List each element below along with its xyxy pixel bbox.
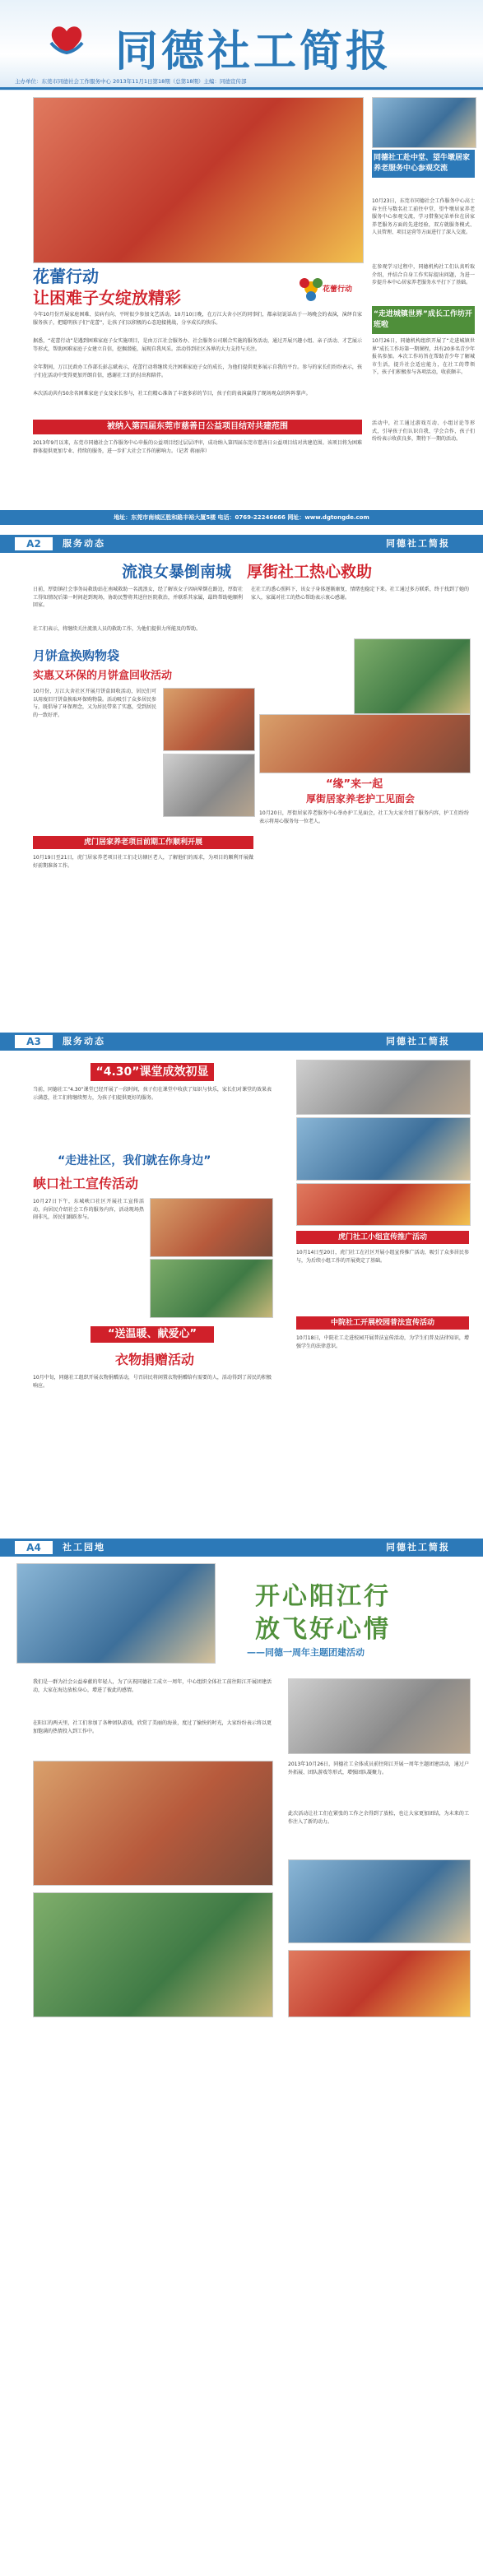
a3-title-1: “4.30”课堂成效初显 [91, 1063, 214, 1081]
p1-body-4: 本次活动共有50余名困难家庭子女及家长参与，社工们精心准备了丰富多彩的节目，孩子们的表演赢得了现场观众的阵阵掌声。 [33, 391, 311, 397]
a2-right-photo-1 [354, 638, 471, 714]
a4-hero-photo [16, 1563, 216, 1664]
volunteer-group-photo [33, 97, 364, 263]
mooncake-photo-2 [163, 754, 255, 817]
footer-bar: 地址：东莞市南城区胜和路丰裕大厦5楼 电话：0769-22246666 网址：www.dgtongde.com [0, 510, 483, 525]
p1-body-3: 全年期间，万江民政办工作部长彭志斌表示，花蕾行动将继续关注困难家庭子女的成长，为他们提供更多展示自我的平台。参与的家长们纷纷表示，孩子们在活动中变得更加开朗自信，感谢社工们的付出和陪伴。 [33, 364, 362, 378]
a2-section-title: 同德社工简报 [386, 538, 450, 549]
mooncake-title: 月饼盒换购物袋 [33, 648, 120, 663]
a4-right-body: 2013年10月26日，同德社工全体成员前往阳江开展一周年主题团建活动，通过户外拓展、团队游戏等形式，增强团队凝聚力。 [288, 1761, 469, 1775]
a2-left-body-2: 社工们表示，将继续关注流浪人员的救助工作，为他们提供力所能及的帮助。 [33, 626, 202, 632]
a4-photo-2 [33, 1892, 273, 2017]
charity-body: 2013年9月以来，东莞市同德社会工作服务中心申报的公益项目经过层层评审，成功纳入第四届东莞市慈善日公益项目结对共建范围。该项目将为困难群体提供更加专业、持续的服务，进一步扩大社会工作的影响力。（记者 蒋丽萍） [33, 440, 362, 454]
a3-title-3b: 衣物捐赠活动 [115, 1352, 195, 1367]
a3-title-2b: 峡口社工宣传活动 [33, 1176, 139, 1191]
a4-section-title: 同德社工简报 [386, 1542, 450, 1553]
charity-ribbon: 被纳入第四届东莞市慈善日公益项目结对共建范围 [33, 420, 362, 434]
side-title: 同德社工赴中堂、望牛墩居家养老服务中心参观交流 [372, 150, 475, 178]
a4-title-line-1: 开心阳江行 [255, 1582, 391, 1611]
heart-hands-icon [46, 18, 87, 59]
green-title: “走进城镇世界”成长工作坊开班啦 [372, 306, 475, 334]
a3-right-photo-2 [296, 1117, 471, 1181]
p1-body-1: 今年10月份开展家庭困难、贫病有向、平时很少参加文艺活动。10月10日晚，在万江大舍小区的同事们，都亲切说话出于一场晚会的表演，演绎自家服务孩子，把聪明孩子们“花蕾”，让孩子们以积极的心态迎接挑战，分享成长的快乐。 [33, 312, 362, 326]
red-title: “缘”来一起 [326, 778, 383, 791]
a3-section-bar [0, 1033, 483, 1051]
hospital-title: 虎门居家养老项目前期工作顺利开展 [33, 836, 253, 849]
a4-right-photo-2 [288, 1859, 471, 1943]
side-photo [372, 97, 476, 148]
a4-right-body-2: 此次活动让社工们在紧张的工作之余得到了放松，也让大家更加团结，为未来的工作注入了新的动力。 [288, 1811, 469, 1825]
masthead-title: 同德社工简报 [115, 27, 392, 77]
hospital-body: 10月19日至21日，虎门居家养老项目社工们走访辖区老人，了解他们的需求，为项目的顺利开展做好前期准备工作。 [33, 855, 253, 869]
a3-body-1: 当前，同德社工“4.30”课堂已经开展了一段时间，孩子们在课堂中收获了知识与快乐，家长们对课堂的效果表示满意，社工们将继续努力，为孩子们提供更好的服务。 [33, 1087, 272, 1101]
a4-section-name: 社工园地 [63, 1542, 105, 1553]
flower-action-tag: 花蕾行动 [33, 267, 99, 286]
a2-section-bar [0, 535, 483, 553]
side-body-2: 在参观学习过程中，同德机构社工们认真听取介绍，并结合自身工作实际提出问题，为进一步提升本中心居家养老服务水平打下了基础。 [372, 264, 475, 285]
a4-section-bar [0, 1539, 483, 1557]
a4-body: 我们是一群为社会公益奉献的年轻人，为了庆祝同德社工成立一周年，中心组织全体社工前往阳江开展团建活动，大家在海边放松身心，增进了彼此的感情。 [33, 1679, 272, 1693]
a3-right-body-1: 10月14日至20日，虎门社工在社区开展小组宣传推广活动，吸引了众多居民参与，为后续小组工作的开展奠定了基础。 [296, 1250, 469, 1264]
flower-logo [296, 272, 354, 304]
green-body: 10月26日，同德机构组织开展了“走进城镇世界”成长工作坊第一期课程，共有20多名青少年报名参加。本次工作坊旨在帮助青少年了解城市生活，提升社会适应能力，在社工的带领下，孩子们积极参与各项活动，收获颇丰。 [372, 338, 475, 375]
a2-right-body: 在社工的悉心照料下，该女子身体逐渐康复，情绪也稳定下来。社工通过多方联系，终于找到了她的家人，家属对社工的热心帮助表示衷心感谢。 [251, 587, 469, 601]
a4-body-2: 在阳江的两天里，社工们参加了各种团队游戏，欣赏了美丽的海景，度过了愉快的时光，大家纷纷表示将以更加饱满的热情投入到工作中。 [33, 1720, 272, 1734]
red-body: 10月20日，厚街居家养老服务中心举办护工见面会，社工为大家介绍了服务内容，护工们纷纷表示将用心服务每一位老人。 [259, 810, 469, 824]
a2-right-photo-2 [259, 714, 471, 773]
a4-right-photo-3 [288, 1950, 471, 2017]
a4-page-number: A4 [15, 1541, 53, 1554]
red-subtitle: 厚街居家养老护工见面会 [306, 793, 416, 805]
a4-subtitle: ——同德一周年主题团建活动 [247, 1647, 365, 1658]
a3-body-2: 10月27日下午，东城峡口社区开展社工宣传活动，向居民介绍社会工作的服务内容，活动现场热闹非凡，居民们踊跃参与。 [33, 1199, 144, 1220]
a3-section-title: 同德社工简报 [386, 1036, 450, 1047]
a2-headline-1: 流浪女暴倒南城 [122, 563, 232, 581]
a3-right-title-2: 中院社工开展校园普法宣传活动 [296, 1316, 469, 1330]
a3-title-3a: “送温暖、献爱心” [91, 1326, 214, 1343]
a3-photo-2 [150, 1259, 273, 1318]
mooncake-body: 10月份，万江大舍社区开展月饼盒回收活动，居民们可以用废旧月饼盒换取环保购物袋。活动吸引了众多居民参与，既倡导了环保理念，又为居民带来了实惠，受到居民的一致好评。 [33, 689, 157, 718]
a4-right-photo-1 [288, 1678, 471, 1754]
p1-body-2: 据悉，“花蕾行动”是遇到困难家庭子女实施项目，是由万江社会服务办、社会服务公司联合实施的服务活动，通过开展兴趣小组、亲子活动、才艺展示等形式，帮助困难家庭子女建立自信，挖掘潜能，展现自我风采。活动得到社区各界的大力支持与关注。 [33, 338, 362, 352]
a2-section-name: 服务动态 [63, 538, 105, 549]
masthead-subinfo: 主办单位：东莞市同德社会工作服务中心 2013年11月1日第18期（总第18期）主编：同德宣传部 [15, 78, 247, 85]
a4-title-line-2: 放飞好心情 [255, 1615, 391, 1644]
mooncake-subtitle: 实惠又环保的月饼盒回收活动 [33, 670, 173, 682]
a3-right-photo-1 [296, 1060, 471, 1115]
flower-action-headline: 让困难子女绽放精彩 [33, 288, 181, 308]
mooncake-photo-1 [163, 688, 255, 751]
a3-right-body-2: 10月18日，中院社工走进校园开展普法宣传活动，为学生们普及法律知识，增强学生的法律意识。 [296, 1335, 469, 1349]
a3-right-title-1: 虎门社工小组宣传推广活动 [296, 1231, 469, 1244]
a2-headline-2: 厚街社工热心救助 [247, 563, 373, 581]
masthead-rule [0, 87, 483, 90]
a3-section-name: 服务动态 [63, 1036, 105, 1047]
a4-photo-1 [33, 1761, 273, 1886]
a3-photo-1 [150, 1198, 273, 1257]
a2-page-number: A2 [15, 537, 53, 550]
a3-title-2a: “走进社区，我们就在你身边” [58, 1154, 211, 1167]
a2-left-body: 日前，厚街镇社会事务局救助站在南城救助一名流浪女，经了解该女子因病晕倒在路边，厚街社工得知情况后第一时间赶到现场，协助民警将其送往医院救治，并联系其家属，最终帮助她顺利回家。 [33, 587, 243, 608]
green-body-2: 活动中，社工通过游戏互动、小组讨论等形式，引导孩子们认识自我、学会合作，孩子们纷纷表示收获良多，期待下一期的活动。 [372, 420, 475, 442]
a3-page-number: A3 [15, 1035, 53, 1048]
flower-logo-text: 花蕾行动 [323, 285, 353, 294]
masthead-logo [46, 18, 87, 59]
a3-right-photo-3 [296, 1183, 471, 1226]
a3-body-3: 10月中旬，同德社工组织开展衣物捐赠活动，号召居民将闲置衣物捐赠给有需要的人，活动得到了居民的积极响应。 [33, 1375, 272, 1389]
side-body: 10月23日，东莞市同德社会工作服务中心高士春主任与数名社工前往中堂、望牛墩居家养老服务中心参观交流，学习借鉴兄弟单位在居家养老服务方面的先进经验，双方就服务模式、人员管理、项目运营等方面进行了深入交流。 [372, 198, 475, 235]
